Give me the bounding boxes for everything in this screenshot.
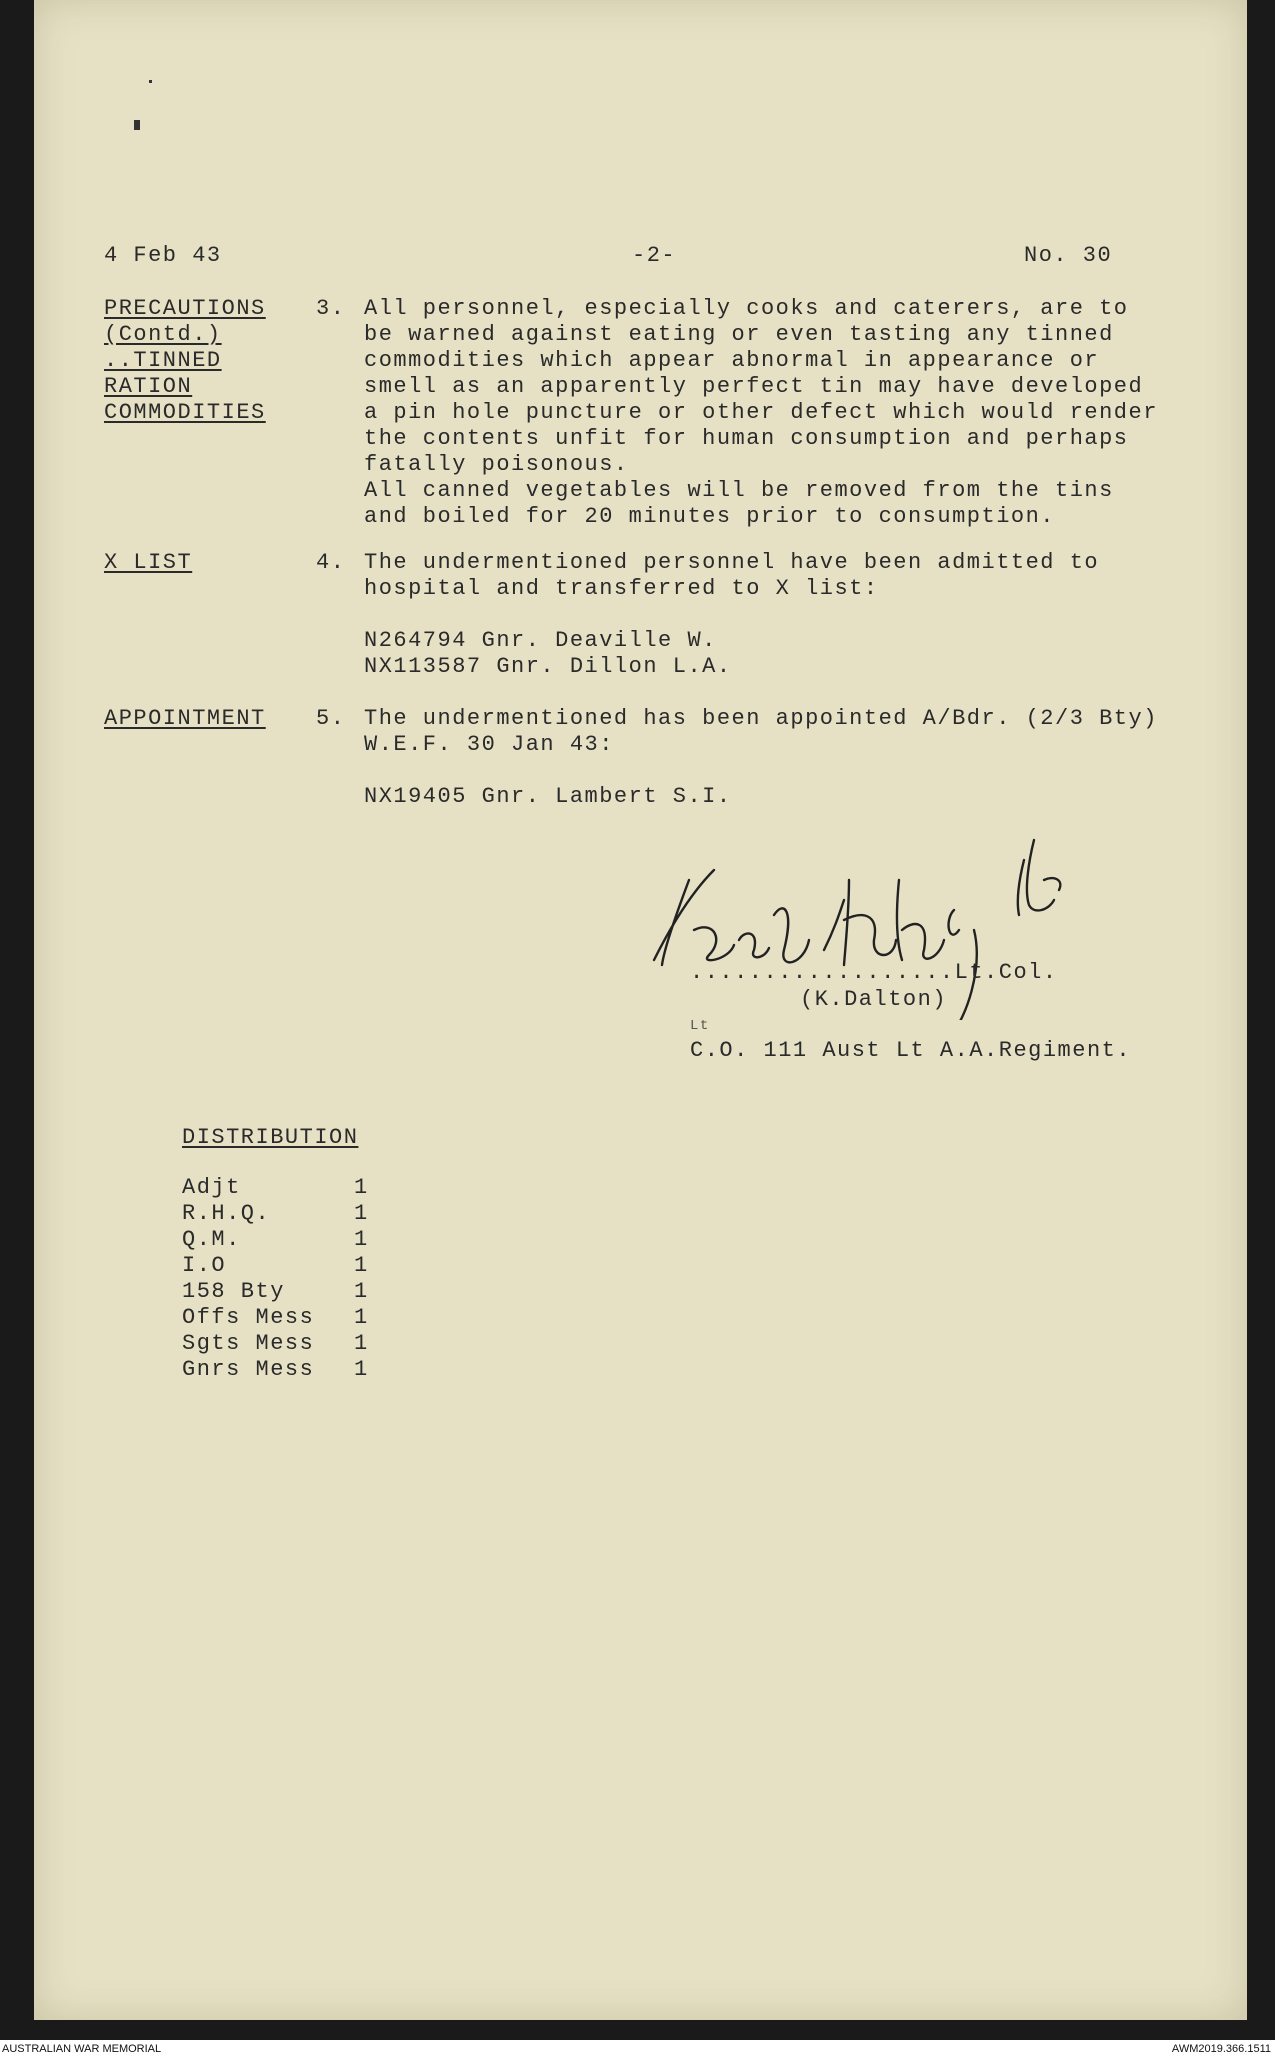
ink-speck <box>134 120 140 130</box>
paragraph-line: NX113587 Gnr. Dillon L.A. <box>364 654 732 679</box>
distribution-row-name: Offs Mess <box>182 1305 315 1330</box>
paragraph-line: hospital and transferred to X list: <box>364 576 879 601</box>
paragraph-number: 3. <box>316 296 346 321</box>
distribution-row-qty: 1 <box>354 1279 369 1304</box>
distribution-row-name: I.O <box>182 1253 227 1278</box>
distribution-row-name: 158 Bty <box>182 1279 285 1304</box>
section-heading-line: X LIST <box>104 550 193 575</box>
archive-footer <box>0 2040 1275 2061</box>
section-heading-line: RATION <box>104 374 193 399</box>
section-heading-line: PRECAUTIONS <box>104 296 266 321</box>
header-date: 4 Feb 43 <box>104 243 222 268</box>
paragraph-line: a pin hole puncture or other defect which would render <box>364 400 1158 425</box>
paragraph-line: fatally poisonous. <box>364 452 629 477</box>
paragraph-line: smell as an apparently perfect tin may have developed <box>364 374 1144 399</box>
paragraph-line: be warned against eating or even tasting any tinned <box>364 322 1114 347</box>
section-heading-line: (Contd.) <box>104 322 222 347</box>
signatory-name: (K.Dalton) <box>800 987 948 1012</box>
distribution-row-qty: 1 <box>354 1305 369 1330</box>
header-order-number: No. 30 <box>1024 243 1113 268</box>
paragraph-line: N264794 Gnr. Deaville W. <box>364 628 717 653</box>
distribution-row-qty: 1 <box>354 1357 369 1382</box>
paragraph-line: All personnel, especially cooks and caterers, are to <box>364 296 1129 321</box>
distribution-row-name: Adjt <box>182 1175 241 1200</box>
document-page <box>34 0 1247 2020</box>
section-heading-line: COMMODITIES <box>104 400 266 425</box>
distribution-row-name: Sgts Mess <box>182 1331 315 1356</box>
ink-speck <box>149 80 152 83</box>
distribution-row-qty: 1 <box>354 1175 369 1200</box>
paragraph-line: The undermentioned has been appointed A/Bdr. (2/3 Bty) <box>364 706 1158 731</box>
distribution-row-name: Q.M. <box>182 1227 241 1252</box>
signatory-initials: Lt <box>690 1018 710 1034</box>
paragraph-line: All canned vegetables will be removed from the tins <box>364 478 1114 503</box>
paragraph-number: 5. <box>316 706 346 731</box>
signature-rank-line: ..................Lt.Col. <box>690 960 1058 985</box>
paragraph-line: The undermentioned personnel have been admitted to <box>364 550 1100 575</box>
archive-reference: AWM2019.366.1511 <box>1171 2043 1271 2055</box>
header-page-number: -2- <box>632 243 677 268</box>
paragraph-line: the contents unfit for human consumption and perhaps <box>364 426 1129 451</box>
distribution-row-qty: 1 <box>354 1253 369 1278</box>
paragraph-line: W.E.F. 30 Jan 43: <box>364 732 614 757</box>
distribution-row-name: Gnrs Mess <box>182 1357 315 1382</box>
section-heading-line: APPOINTMENT <box>104 706 266 731</box>
distribution-row-name: R.H.Q. <box>182 1201 271 1226</box>
paragraph-line: and boiled for 20 minutes prior to consumption. <box>364 504 1056 529</box>
paragraph-line: commodities which appear abnormal in appearance or <box>364 348 1100 373</box>
distribution-row-qty: 1 <box>354 1201 369 1226</box>
distribution-title: DISTRIBUTION <box>182 1125 359 1150</box>
archive-name: AUSTRALIAN WAR MEMORIAL <box>2 2043 162 2055</box>
signatory-office: C.O. 111 Aust Lt A.A.Regiment. <box>690 1038 1132 1063</box>
distribution-row-qty: 1 <box>354 1331 369 1356</box>
distribution-row-qty: 1 <box>354 1227 369 1252</box>
paragraph-line: NX19405 Gnr. Lambert S.I. <box>364 784 732 809</box>
paragraph-number: 4. <box>316 550 346 575</box>
section-heading-line: ..TINNED <box>104 348 222 373</box>
